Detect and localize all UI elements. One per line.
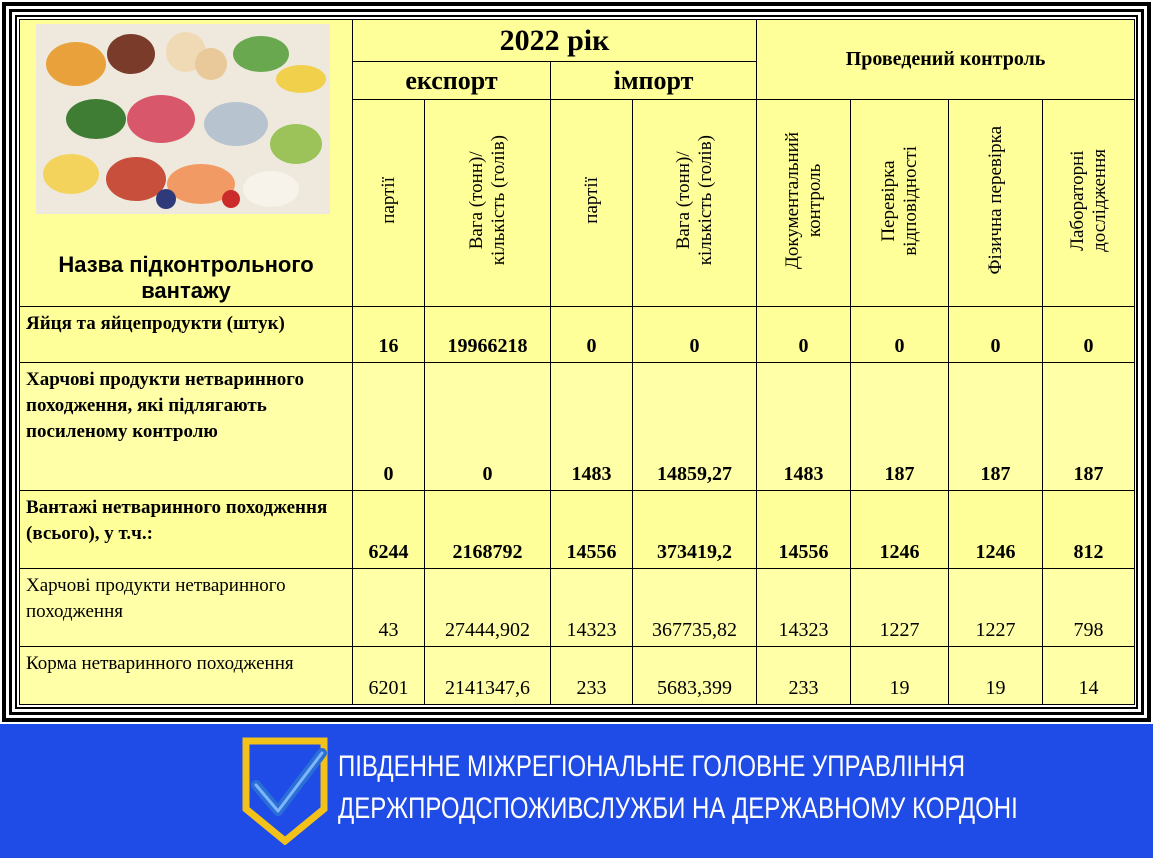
row-label: Вантажі нетваринного походження (всього), у т.ч.:: [20, 491, 353, 569]
export-header: експорт: [353, 62, 551, 100]
cell: 367735,82: [633, 569, 757, 647]
cell: 14: [1043, 647, 1135, 705]
name-column-header: [20, 20, 353, 307]
cargo-control-table: [19, 19, 1135, 705]
import-batches-header: партії: [551, 100, 633, 307]
row-label: Харчові продукти нетваринного походження, які підлягають посиленому контролю: [20, 363, 353, 491]
table-row: [20, 569, 1135, 647]
row-label: Харчові продукти нетваринного походження: [20, 569, 353, 647]
cell: 14556: [551, 491, 633, 569]
cell: 14323: [551, 569, 633, 647]
cell: 19966218: [425, 307, 551, 363]
control-header: Проведений контроль: [757, 20, 1135, 100]
cell: 1227: [949, 569, 1043, 647]
cell: 1483: [757, 363, 851, 491]
cell: 0: [757, 307, 851, 363]
cell: 27444,902: [425, 569, 551, 647]
row-label: Корма нетваринного походження: [20, 647, 353, 705]
cell: 5683,399: [633, 647, 757, 705]
cell: 0: [425, 363, 551, 491]
documentary-control-header: Документальний контроль: [757, 100, 851, 307]
import-header: імпорт: [551, 62, 757, 100]
export-weight-header: Вага (тонн)/ кількість (голів): [425, 100, 551, 307]
cell: 0: [1043, 307, 1135, 363]
cell: 0: [851, 307, 949, 363]
cell: 1246: [949, 491, 1043, 569]
table-row: [20, 307, 1135, 363]
cell: 14859,27: [633, 363, 757, 491]
cell: 14323: [757, 569, 851, 647]
cell: 0: [353, 363, 425, 491]
name-column-label: Назва підконтрольного вантажу: [58, 252, 314, 303]
shield-logo-icon: [242, 737, 328, 845]
cell: 812: [1043, 491, 1135, 569]
cell: 16: [353, 307, 425, 363]
export-batches-header: партії: [353, 100, 425, 307]
physical-check-header: Фізична перевірка: [949, 100, 1043, 307]
cell: 14556: [757, 491, 851, 569]
footer-line-1: ПІВДЕННЕ МІЖРЕГІОНАЛЬНЕ ГОЛОВНЕ УПРАВЛІННЯ: [338, 750, 966, 783]
cell: 233: [757, 647, 851, 705]
cell: 1246: [851, 491, 949, 569]
table-row: [20, 363, 1135, 491]
cell: 0: [551, 307, 633, 363]
cell: 0: [949, 307, 1043, 363]
year-header: 2022 рік: [353, 20, 757, 62]
table-row: [20, 491, 1135, 569]
cell: 233: [551, 647, 633, 705]
cell: 19: [949, 647, 1043, 705]
conformity-check-header: Перевірка відповідності: [851, 100, 949, 307]
footer-line-2: ДЕРЖПРОДСПОЖИВСЛУЖБИ НА ДЕРЖАВНОМУ КОРДОНІ: [338, 792, 1018, 825]
cell: 1483: [551, 363, 633, 491]
cell: 187: [1043, 363, 1135, 491]
cell: 19: [851, 647, 949, 705]
cell: 6201: [353, 647, 425, 705]
cell: 187: [851, 363, 949, 491]
cell: 6244: [353, 491, 425, 569]
row-label: Яйця та яйцепродукти (штук): [20, 307, 353, 363]
footer-banner: [0, 724, 1153, 858]
import-weight-header: Вага (тонн)/ кількість (голів): [633, 100, 757, 307]
cell: 1227: [851, 569, 949, 647]
table-row: [20, 647, 1135, 705]
cell: 187: [949, 363, 1043, 491]
cell: 798: [1043, 569, 1135, 647]
cell: 0: [633, 307, 757, 363]
food-products-image: [36, 24, 330, 214]
cell: 2141347,6: [425, 647, 551, 705]
cell: 2168792: [425, 491, 551, 569]
cell: 373419,2: [633, 491, 757, 569]
cell: 43: [353, 569, 425, 647]
lab-research-header: Лабораторні дослідження: [1043, 100, 1135, 307]
